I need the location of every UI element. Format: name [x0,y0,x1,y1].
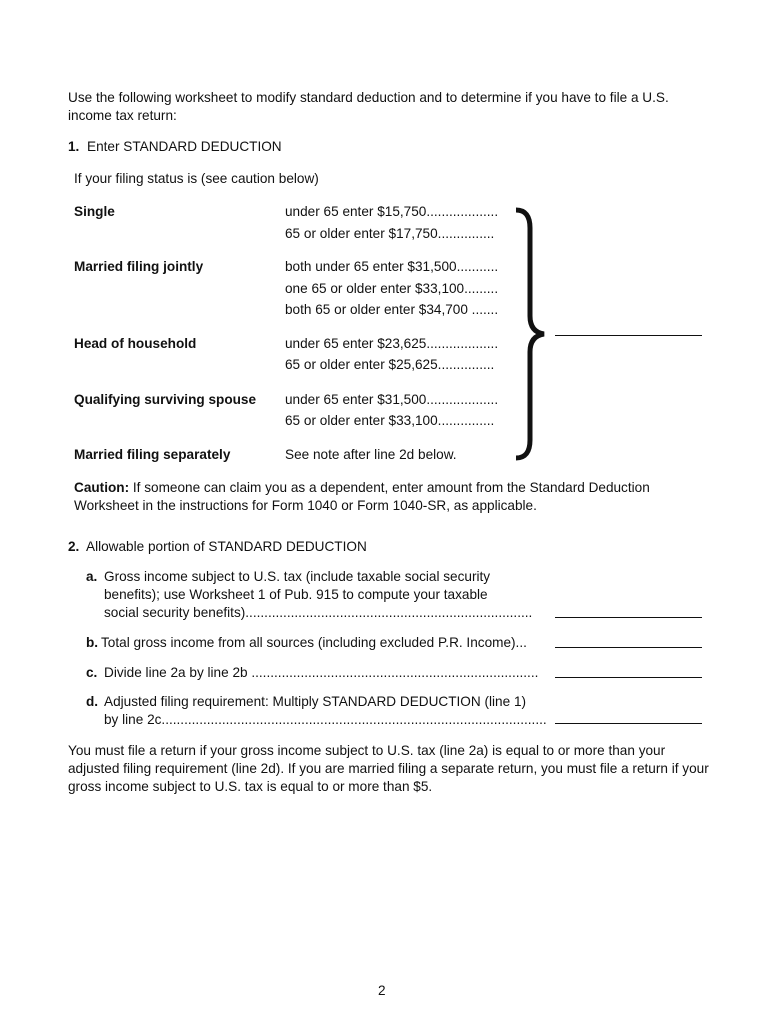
line-2d-text-2: by line 2c...................................................................................................... [104,712,547,727]
curly-brace [510,206,550,462]
qss-under-65: under 65 enter $31,500................... [285,392,499,407]
footer-note: You must file a return if your gross income subject to U.S. tax (line 2a) is equal to or more than your adjusted filing requirement (line 2d). If you are married filing a separate return, you must file a return if your gross income subject to U.S. tax is equal to or more than $5. [68,743,709,794]
line-1-label: Enter STANDARD DEDUCTION [87,139,282,154]
mfs-note: See note after line 2d below. [285,447,457,462]
line-1-number: 1. [68,139,80,154]
line-2-label: Allowable portion of STANDARD DEDUCTION [86,539,367,554]
status-single: Single [74,204,115,219]
line-2b-text: Total gross income from all sources (including excluded P.R. Income)... [101,635,527,650]
line-2a-entry[interactable] [555,617,702,618]
filing-status-subheading: If your filing status is (see caution below) [74,171,319,186]
intro-text: Use the following worksheet to modify standard deduction and to determine if you have to file a U.S. income tax return: [68,90,669,123]
line-2-number: 2. [68,539,80,554]
line-2d-entry[interactable] [555,723,702,724]
caution-label: Caution: [74,480,130,495]
hoh-65-older: 65 or older enter $25,625............... [285,357,495,372]
line-2b-entry[interactable] [555,647,702,648]
line-2c-entry[interactable] [555,677,702,678]
line-2c-letter: c. [86,665,98,680]
line-2a-letter: a. [86,569,98,584]
status-head-of-household: Head of household [74,336,197,351]
status-married-jointly: Married filing jointly [74,259,204,274]
mfj-both-under-65: both under 65 enter $31,500........... [285,259,499,274]
line-2a-text-2: benefits); use Worksheet 1 of Pub. 915 to compute your taxable [104,587,488,602]
page-number: 2 [378,983,386,998]
line-1-entry[interactable] [555,335,702,336]
hoh-under-65: under 65 enter $23,625................... [285,336,499,351]
line-2d-letter: d. [86,694,99,709]
qss-65-older: 65 or older enter $33,100............... [285,413,495,428]
mfj-both-65-older: both 65 or older enter $34,700 ....... [285,302,499,317]
mfj-one-65-older: one 65 or older enter $33,100......... [285,281,499,296]
caution-note [74,479,694,515]
status-qualifying-spouse: Qualifying surviving spouse [74,392,257,407]
single-65-older: 65 or older enter $17,750............... [285,226,495,241]
caution-text: If someone can claim you as a dependent, enter amount from the Standard Deduction Worksheet in the instructions for Form 1040 or Form 1040-SR, as applicable. [74,480,650,513]
line-2a-text-3: social security benefits)............................................................................ [104,605,533,620]
line-2a-text-1: Gross income subject to U.S. tax (include taxable social security [104,569,491,584]
line-2c-text: Divide line 2a by line 2b ............................................................................ [104,665,539,680]
line-2b-letter: b. [86,635,99,650]
single-under-65: under 65 enter $15,750................... [285,204,499,219]
status-married-separately: Married filing separately [74,447,231,462]
line-2d-text-1: Adjusted filing requirement: Multiply STANDARD DEDUCTION (line 1) [104,694,527,709]
